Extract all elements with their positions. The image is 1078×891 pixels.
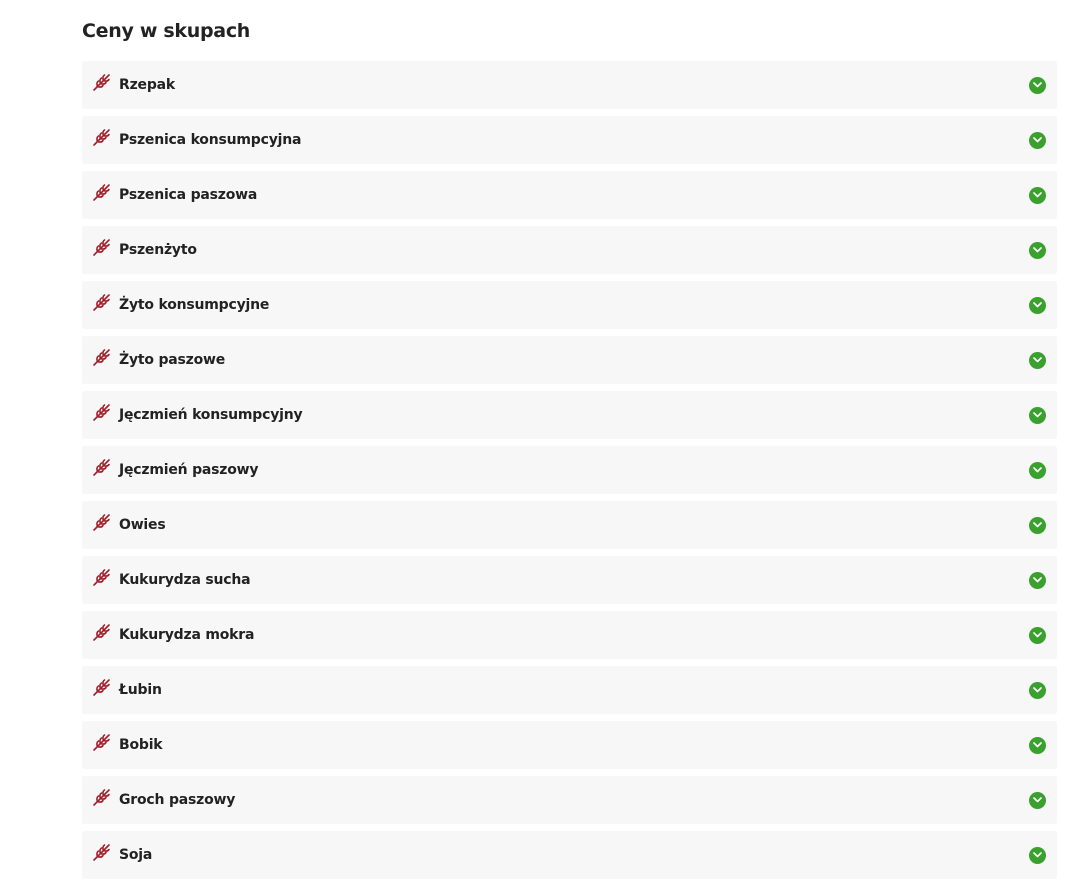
item-label: Bobik [119,737,163,753]
prices-section [82,0,1057,886]
accordion-item-0[interactable] [82,61,1057,109]
accordion-item-3[interactable] [82,226,1057,274]
chevron-down-icon[interactable] [1029,792,1046,809]
chevron-down-icon[interactable] [1029,627,1046,644]
item-label: Żyto paszowe [119,352,226,368]
chevron-down-icon[interactable] [1029,352,1046,369]
item-label: Kukurydza mokra [119,627,255,643]
grain-icon [92,787,112,807]
grain-icon [92,182,112,202]
item-label: Jęczmień konsumpcyjny [119,407,303,423]
accordion-item-10[interactable] [82,611,1057,659]
grain-icon [92,622,112,642]
accordion-item-6[interactable] [82,391,1057,439]
grain-icon [92,677,112,697]
chevron-down-icon[interactable] [1029,847,1046,864]
grain-icon [92,402,112,422]
item-label: Pszenica konsumpcyjna [119,132,302,148]
item-label: Owies [119,517,166,533]
grain-icon [92,72,112,92]
item-label: Kukurydza sucha [119,572,251,588]
accordion-list [82,61,1057,879]
accordion-item-8[interactable] [82,501,1057,549]
item-label: Rzepak [119,77,176,93]
item-label: Soja [119,847,153,863]
chevron-down-icon[interactable] [1029,517,1046,534]
accordion-item-11[interactable] [82,666,1057,714]
grain-icon [92,127,112,147]
grain-icon [92,347,112,367]
chevron-down-icon[interactable] [1029,77,1046,94]
section-title: Ceny w skupach [82,20,251,42]
accordion-item-7[interactable] [82,446,1057,494]
grain-icon [92,512,112,532]
grain-icon [92,732,112,752]
item-label: Pszenżyto [119,242,197,258]
chevron-down-icon[interactable] [1029,297,1046,314]
item-label: Jęczmień paszowy [119,462,259,478]
chevron-down-icon[interactable] [1029,407,1046,424]
accordion-item-9[interactable] [82,556,1057,604]
chevron-down-icon[interactable] [1029,462,1046,479]
accordion-item-14[interactable] [82,831,1057,879]
item-label: Groch paszowy [119,792,236,808]
accordion-item-5[interactable] [82,336,1057,384]
chevron-down-icon[interactable] [1029,737,1046,754]
item-label: Pszenica paszowa [119,187,258,203]
chevron-down-icon[interactable] [1029,132,1046,149]
chevron-down-icon[interactable] [1029,572,1046,589]
grain-icon [92,842,112,862]
grain-icon [92,292,112,312]
item-label: Łubin [119,682,162,698]
accordion-item-2[interactable] [82,171,1057,219]
accordion-item-1[interactable] [82,116,1057,164]
chevron-down-icon[interactable] [1029,242,1046,259]
accordion-item-12[interactable] [82,721,1057,769]
chevron-down-icon[interactable] [1029,187,1046,204]
chevron-down-icon[interactable] [1029,682,1046,699]
grain-icon [92,237,112,257]
item-label: Żyto konsumpcyjne [119,297,270,313]
grain-icon [92,567,112,587]
grain-icon [92,457,112,477]
accordion-item-13[interactable] [82,776,1057,824]
accordion-item-4[interactable] [82,281,1057,329]
